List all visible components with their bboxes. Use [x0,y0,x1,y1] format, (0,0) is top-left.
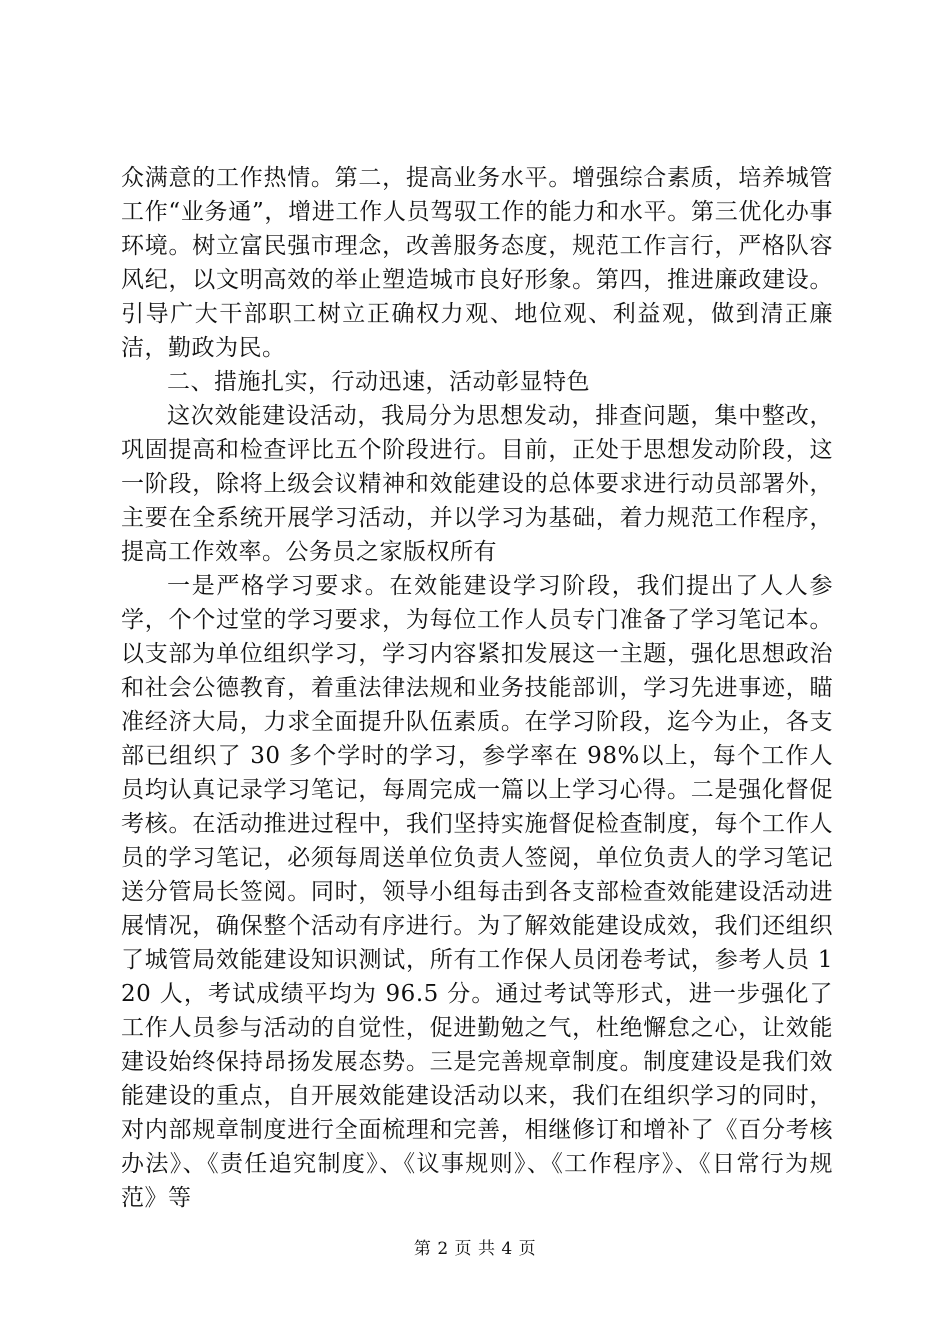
paragraph-measures: 一是严格学习要求。在效能建设学习阶段，我们提出了人人参学，个个过堂的学习要求，为每位工作人员专门准备了学习笔记本。以支部为单位组织学习，学习内容紧扣发展这一主题，强化思想政治和社会公德教育，着重法律法规和业务技能部训，学习先进事迹，瞄准经济大局，力求全面提升队伍素质。在学习阶段，迄今为止，各支部已组织了 30 多个学时的学习，参学率在 98%以上，每个工作人员均认真记录学习笔记，每周完成一篇以上学习心得。二是强化督促考核。在活动推进过程中，我们坚持实施督促检查制度，每个工作人员的学习笔记，必须每周送单位负责人签阅，单位负责人的学习笔记送分管局长签阅。同时，领导小组每击到各支部检查效能建设活动进展情况，确保整个活动有序进行。为了解效能建设成效，我们还组织了城管局效能建设知识测试，所有工作保人员闭卷考试，参考人员 120 人，考试成绩平均为 96.5 分。通过考试等形式，进一步强化了工作人员参与活动的自觉性，促进勤勉之气，杜绝懈怠之心，让效能建设始终保持昂扬发展态势。三是完善规章制度。制度建设是我们效能建设的重点，自开展效能建设活动以来，我们在组织学习的同时，对内部规章制度进行全面梳理和完善，相继修订和增补了《百分考核办法》、《责任追究制度》、《议事规则》、《工作程序》、《日常行为规范》等 [121,573,833,1211]
page-footer: 第 2 页 共 4 页 [413,1239,537,1259]
document-body [121,161,833,1215]
section-heading: 二、措施扎实，行动迅速，活动彰显特色 [167,369,590,395]
paragraph-stages: 这次效能建设活动，我局分为思想发动，排查问题，集中整改，巩固提高和检查评比五个阶段进行。目前，正处于思想发动阶段，这一阶段，除将上级会议精神和效能建设的总体要求进行动员部署外，主要在全系统开展学习活动，并以学习为基础，着力规范工作程序，提高工作效率。公务员之家版权所有 [121,403,833,565]
paragraph-continuation: 众满意的工作热情。第二，提高业务水平。增强综合素质，培养城管工作“业务通”，增进工作人员驾驭工作的能力和水平。第三优化办事环境。树立富民强市理念，改善服务态度，规范工作言行，严格队容风纪，以文明高效的举止塑造城市良好形象。第四，推进廉政建设。引导广大干部职工树立正确权力观、地位观、利益观，做到清正廉洁，勤政为民。 [121,165,833,361]
